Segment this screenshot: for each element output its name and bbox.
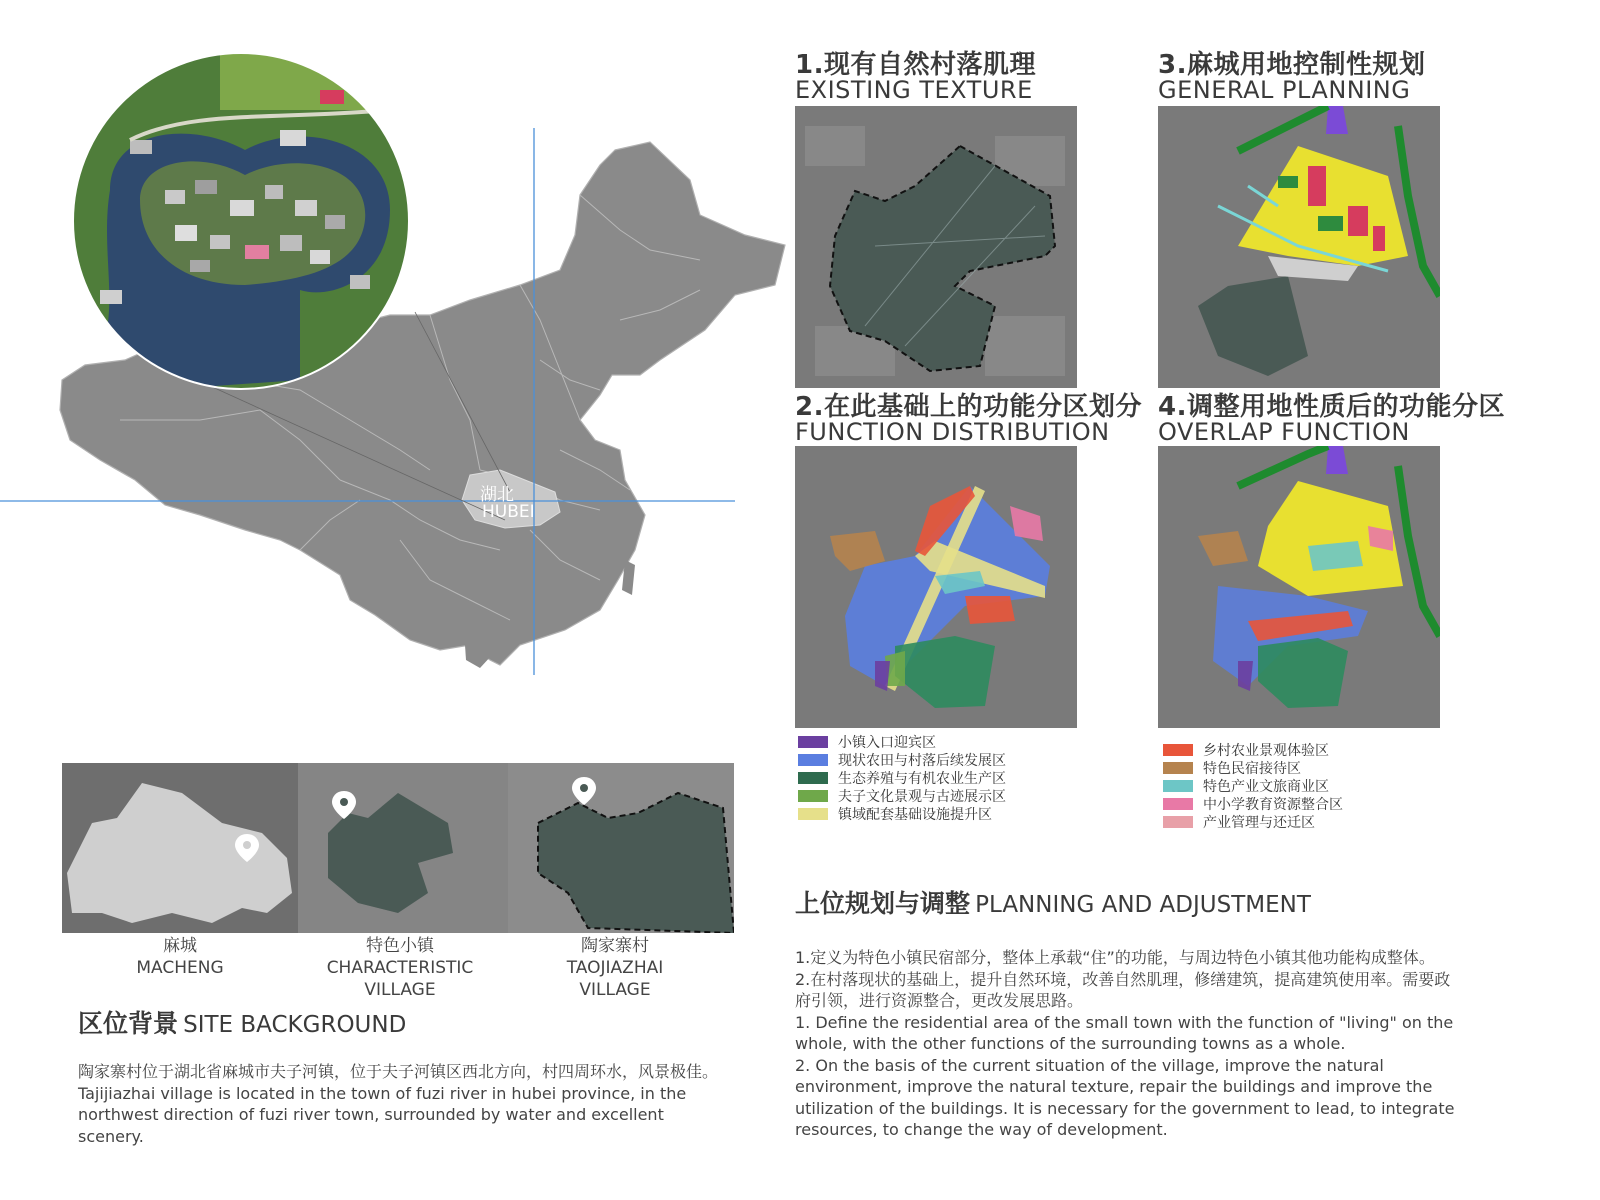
legend-label: 夫子文化景观与古迹展示区 bbox=[838, 789, 1006, 805]
legend-swatch bbox=[798, 772, 828, 784]
macheng-province-map bbox=[62, 763, 298, 933]
caption-cn: 特色小镇 bbox=[366, 936, 434, 956]
hubei-label-cn: 湖北 bbox=[480, 485, 514, 505]
planning-text-en-1: 1. Define the residential area of the small town with the function of "living" on the whole, with the other functions of the surrounding towns as a whole. bbox=[795, 1012, 1454, 1053]
planning-text-cn-1: 1.定义为特色小镇民宿部分，整体上承载“住”的功能，与周边特色小镇其他功能构成整体。 bbox=[795, 948, 1435, 967]
legend-swatch bbox=[1163, 780, 1193, 792]
site-background-title-en: SITE BACKGROUND bbox=[183, 1012, 407, 1038]
aerial-photo-circle bbox=[70, 50, 412, 392]
legend-item bbox=[798, 805, 992, 823]
taojiazhai-village-map bbox=[508, 763, 734, 933]
panel-3-title-en: GENERAL PLANNING bbox=[1158, 76, 1411, 104]
hubei-shape bbox=[67, 783, 292, 923]
legend-swatch bbox=[798, 808, 828, 820]
panel-4-title-en: OVERLAP FUNCTION bbox=[1158, 418, 1410, 446]
legend-item bbox=[1163, 777, 1329, 795]
caption-taojiazhai-village bbox=[515, 935, 715, 1001]
caption-macheng bbox=[110, 935, 250, 979]
panel-2-function-distribution-map bbox=[795, 446, 1077, 728]
legend-swatch bbox=[798, 736, 828, 748]
legend-item bbox=[1163, 741, 1329, 759]
legend-item bbox=[1163, 813, 1315, 831]
planning-text-cn-2: 2.在村落现状的基础上，提升自然环境，改善自然肌理，修缮建筑，提高建筑使用率。需要政府引领，进行资源整合，更改发展思路。 bbox=[795, 969, 1451, 1010]
legend-label: 镇域配套基础设施提升区 bbox=[838, 807, 992, 823]
legend-label: 特色产业文旅商业区 bbox=[1203, 779, 1329, 795]
caption-en: VILLAGE bbox=[364, 980, 436, 1000]
panel-2-title-en: FUNCTION DISTRIBUTION bbox=[795, 418, 1110, 446]
panel-3-general-planning-map bbox=[1158, 106, 1440, 388]
legend-label: 乡村农业景观体验区 bbox=[1203, 743, 1329, 759]
caption-cn: 陶家寨村 bbox=[581, 936, 649, 956]
caption-en: CHARACTERISTIC bbox=[326, 958, 474, 978]
site-background-title-cn: 区位背景 bbox=[78, 1009, 179, 1038]
caption-en: VILLAGE bbox=[579, 980, 651, 1000]
caption-characteristic-village bbox=[300, 935, 500, 1001]
panel-2-title-cn: 2.在此基础上的功能分区划分 bbox=[795, 392, 1142, 422]
hubei-label-en: HUBEI bbox=[482, 502, 535, 522]
planning-text bbox=[795, 947, 1455, 1141]
planning-text-en-2: 2. On the basis of the current situation of the village, improve the natural environment, improve the natural texture, repair the buildings and improve the utilization of the buildings. It is necessary for the government to lead, to integrate resources, to change the way of development. bbox=[795, 1055, 1455, 1139]
legend-swatch bbox=[1163, 798, 1193, 810]
legend-label: 特色民宿接待区 bbox=[1203, 761, 1301, 777]
legend-label: 现状农田与村落后续发展区 bbox=[838, 753, 1006, 769]
legend-swatch bbox=[798, 790, 828, 802]
panel-3-title-cn: 3.麻城用地控制性规划 bbox=[1158, 50, 1426, 80]
planning-title-cn: 上位规划与调整 bbox=[795, 889, 971, 918]
panel-4-overlap-function-map bbox=[1158, 446, 1440, 728]
legend-label: 产业管理与还迁区 bbox=[1203, 815, 1315, 831]
panel-1-existing-texture-map bbox=[795, 106, 1077, 388]
legend-swatch bbox=[1163, 762, 1193, 774]
legend-item bbox=[1163, 759, 1301, 777]
legend-item bbox=[798, 733, 936, 751]
panel-4-title-cn: 4.调整用地性质后的功能分区 bbox=[1158, 392, 1505, 422]
site-background-text-cn: 陶家寨村位于湖北省麻城市夫子河镇，位于夫子河镇区西北方向，村四周环水，风景极佳。 bbox=[78, 1062, 719, 1081]
panel-1-title-cn: 1.现有自然村落肌理 bbox=[795, 50, 1036, 80]
legend-label: 小镇入口迎宾区 bbox=[838, 735, 936, 751]
legend-item bbox=[798, 751, 1006, 769]
site-background-title bbox=[78, 1004, 406, 1040]
legend-swatch bbox=[1163, 816, 1193, 828]
caption-en: MACHENG bbox=[136, 958, 224, 978]
legend-swatch bbox=[1163, 744, 1193, 756]
characteristic-village-map bbox=[298, 763, 508, 933]
legend-label: 中小学教育资源整合区 bbox=[1203, 797, 1343, 813]
legend-swatch bbox=[798, 754, 828, 766]
caption-cn: 麻城 bbox=[163, 936, 197, 956]
legend-item bbox=[1163, 795, 1343, 813]
planning-title-en: PLANNING AND ADJUSTMENT bbox=[975, 892, 1311, 918]
legend-label: 生态养殖与有机农业生产区 bbox=[838, 771, 1006, 787]
legend-item bbox=[798, 787, 1006, 805]
planning-title bbox=[795, 884, 1311, 920]
site-background-text-en: Tajijiazhai village is located in the town of fuzi river in hubei province, in the northwest direction of fuzi river town, surrounded by water and excellent scenery. bbox=[78, 1083, 687, 1146]
caption-en: TAOJIAZHAI bbox=[566, 958, 664, 978]
site-background-text bbox=[78, 1061, 718, 1147]
panel-1-title-en: EXISTING TEXTURE bbox=[795, 76, 1033, 104]
legend-item bbox=[798, 769, 1006, 787]
